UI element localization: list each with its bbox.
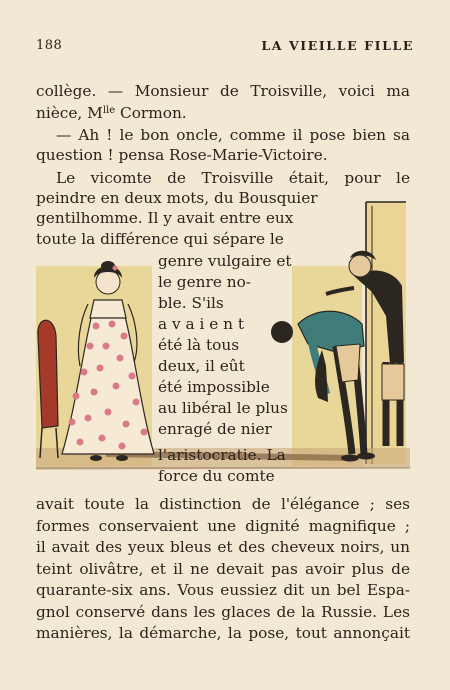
text-line: force du comte [158,467,275,485]
text-line: a v a i e n t [158,315,245,333]
text-line: il avait des yeux bleus et des cheveux noirs, un [36,538,410,556]
text-line: l'aristocratie. La [158,446,286,464]
text-line: deux, il eût [158,357,245,375]
text-line: au libéral le plus [158,399,288,417]
text-line: teint olivâtre, et il ne devait pas avoir plus de [36,560,410,578]
text-line: Le vicomte de Troisville était, pour le [56,169,410,187]
text-line: enragé de nier [158,420,272,438]
text-line: été impossible [158,378,270,396]
text-line: gnol conservé dans les glaces de la Russie. Les [36,603,410,621]
text-line: toute la différence qui sépare le [36,230,284,248]
text-line: question ! pensa Rose-Marie-Victoire. [36,146,328,164]
text-line: genre vulgaire et [158,252,292,270]
text-line: le genre no- [158,273,251,291]
text-line: avait toute la distinction de l'élégance ; ses [36,495,410,513]
text-line: gentilhomme. Il y avait entre eux [36,209,294,227]
page-header [36,38,414,56]
text-line: été là tous [158,336,240,354]
text-line: quarante-six ans. Vous eussiez dit un bel Espa- [36,581,410,599]
text-line: collège. — Monsieur de Troisville, voici ma [36,82,410,100]
text-line: manières, la démarche, la pose, tout annonçait [36,624,410,642]
text-line: ble. S'ils [158,294,224,312]
text-line: formes conservaient une dignité magnifique ; [36,517,410,535]
text-line: — Ah ! le bon oncle, comme il pose bien sa [56,126,410,144]
page-number: 188 [36,38,63,53]
text-line: nièce, $M^{lle}$ Cormon. [36,104,187,122]
text-line: peindre en deux mots, du Bousquier [36,189,318,207]
running-title: LA VIEILLE FILLE [261,38,414,53]
